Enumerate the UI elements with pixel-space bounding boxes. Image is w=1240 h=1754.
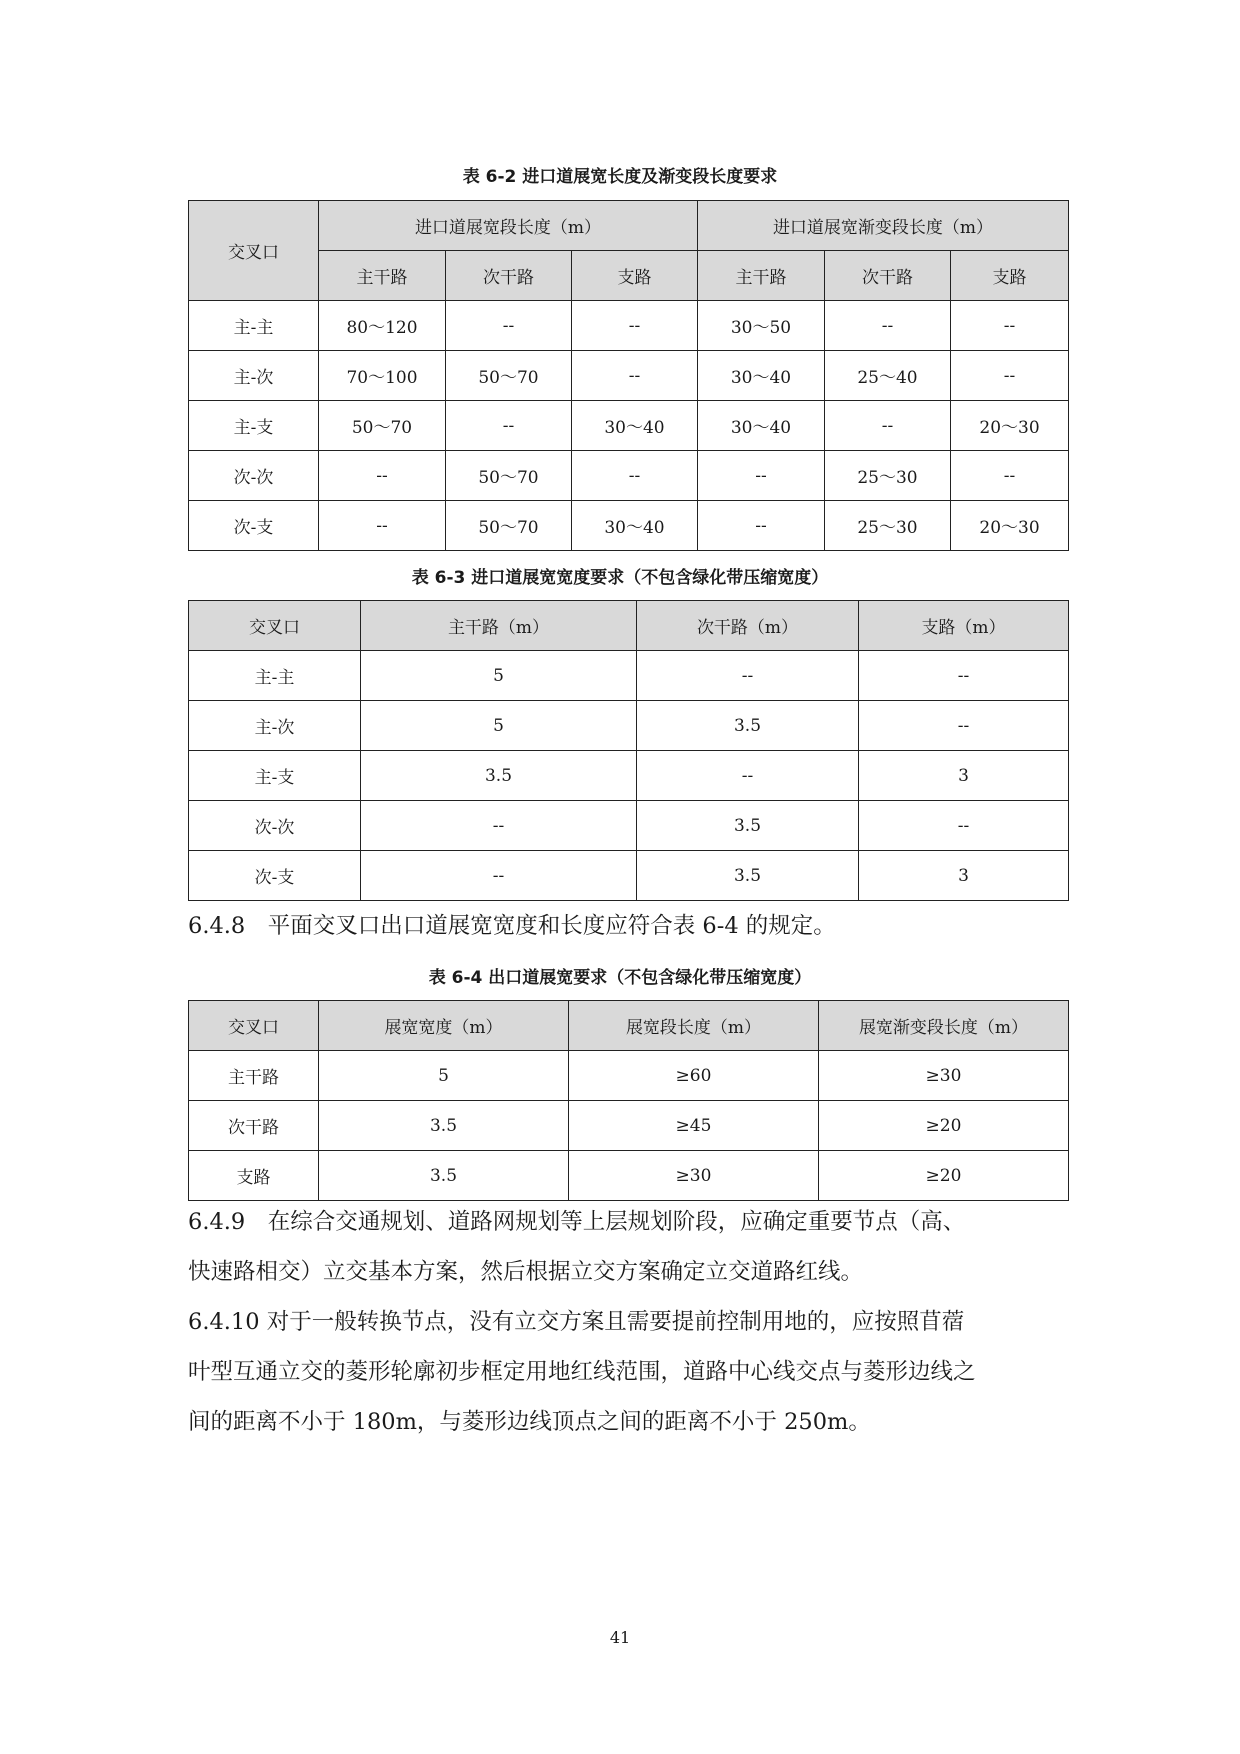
- table-cell: 25～30: [825, 451, 951, 501]
- table-row: [189, 451, 1069, 501]
- table-row: [189, 351, 1069, 401]
- row-label: 主-支: [189, 751, 361, 801]
- table-cell: ≥20: [819, 1101, 1069, 1151]
- table-row: [189, 1101, 1069, 1151]
- table-cell: --: [859, 651, 1069, 701]
- table-cell: 30～40: [572, 401, 698, 451]
- table-cell: 30～40: [698, 401, 825, 451]
- table-cell: 3.5: [319, 1151, 569, 1201]
- clause-6-4-10-line: 6.4.10 对于一般转换节点，没有立交方案且需要提前控制用地的，应按照苜蓿: [188, 1309, 965, 1335]
- table-row: [189, 751, 1069, 801]
- page-number: 41: [609, 1628, 631, 1647]
- table-row: [189, 1151, 1069, 1201]
- table-cell: --: [637, 751, 859, 801]
- table-cell: --: [572, 451, 698, 501]
- column-header: 交叉口: [189, 1001, 319, 1051]
- table-cell: 3.5: [319, 1101, 569, 1151]
- table-row: [189, 801, 1069, 851]
- table-cell: 20～30: [951, 401, 1069, 451]
- row-label: 主-主: [189, 651, 361, 701]
- table-cell: --: [572, 351, 698, 401]
- sub-header: 主干路: [319, 251, 446, 301]
- group-header-length: 进口道展宽段长度（m）: [319, 201, 698, 251]
- table-cell: ≥30: [569, 1151, 819, 1201]
- table-row: [189, 501, 1069, 551]
- column-header: 展宽段长度（m）: [569, 1001, 819, 1051]
- table-cell: --: [361, 851, 637, 901]
- table-cell: 50～70: [446, 451, 572, 501]
- column-header: 展宽渐变段长度（m）: [819, 1001, 1069, 1051]
- table-6-2: [188, 200, 1069, 551]
- table-cell: 70～100: [319, 351, 446, 401]
- table-cell: --: [698, 501, 825, 551]
- table-row: [189, 701, 1069, 751]
- table-6-2-caption: 表 6-2 进口道展宽长度及渐变段长度要求: [462, 167, 778, 187]
- clause-6-4-10-line: 间的距离不小于 180m，与菱形边线顶点之间的距离不小于 250m。: [188, 1409, 871, 1435]
- table-corner-header: 交叉口: [189, 201, 319, 301]
- row-label: 次-次: [189, 801, 361, 851]
- table-cell: 3.5: [637, 851, 859, 901]
- table-cell: --: [859, 701, 1069, 751]
- row-label: 次-次: [189, 451, 319, 501]
- table-row: [189, 401, 1069, 451]
- table-cell: 3.5: [637, 801, 859, 851]
- table-cell: --: [698, 451, 825, 501]
- table-cell: 25～40: [825, 351, 951, 401]
- group-header-taper: 进口道展宽渐变段长度（m）: [698, 201, 1069, 251]
- table-cell: 5: [361, 701, 637, 751]
- table-6-3-caption: 表 6-3 进口道展宽宽度要求（不包含绿化带压缩宽度）: [411, 568, 829, 588]
- table-cell: 30～40: [698, 351, 825, 401]
- table-row: [189, 651, 1069, 701]
- table-cell: --: [446, 301, 572, 351]
- column-header: 支路（m）: [859, 601, 1069, 651]
- sub-header: 次干路: [825, 251, 951, 301]
- table-cell: --: [951, 451, 1069, 501]
- table-cell: 50～70: [446, 501, 572, 551]
- table-cell: 30～40: [572, 501, 698, 551]
- table-cell: 3.5: [637, 701, 859, 751]
- row-label: 主-支: [189, 401, 319, 451]
- table-cell: --: [859, 801, 1069, 851]
- row-label: 支路: [189, 1151, 319, 1201]
- table-cell: 80～120: [319, 301, 446, 351]
- table-cell: --: [825, 401, 951, 451]
- table-cell: --: [951, 301, 1069, 351]
- table-row: [189, 1051, 1069, 1101]
- sub-header: 支路: [572, 251, 698, 301]
- table-6-4-caption: 表 6-4 出口道展宽要求（不包含绿化带压缩宽度）: [428, 968, 812, 988]
- table-6-3: [188, 600, 1069, 901]
- table-cell: 5: [361, 651, 637, 701]
- table-cell: --: [825, 301, 951, 351]
- table-cell: --: [572, 301, 698, 351]
- table-cell: 25～30: [825, 501, 951, 551]
- table-cell: 3: [859, 751, 1069, 801]
- table-cell: 50～70: [446, 351, 572, 401]
- table-cell: ≥45: [569, 1101, 819, 1151]
- table-cell: --: [951, 351, 1069, 401]
- table-cell: 50～70: [319, 401, 446, 451]
- table-cell: --: [637, 651, 859, 701]
- table-cell: 3.5: [361, 751, 637, 801]
- table-cell: ≥60: [569, 1051, 819, 1101]
- row-label: 主干路: [189, 1051, 319, 1101]
- table-cell: --: [319, 451, 446, 501]
- table-cell: --: [361, 801, 637, 851]
- table-cell: --: [446, 401, 572, 451]
- table-row: [189, 301, 1069, 351]
- clause-6-4-9-line: 6.4.9 在综合交通规划、道路网规划等上层规划阶段，应确定重要节点（高、: [188, 1209, 966, 1235]
- table-cell: 20～30: [951, 501, 1069, 551]
- row-label: 次干路: [189, 1101, 319, 1151]
- table-cell: ≥20: [819, 1151, 1069, 1201]
- table-cell: 5: [319, 1051, 569, 1101]
- table-6-4: [188, 1000, 1069, 1201]
- clause-6-4-9-line: 快速路相交）立交基本方案，然后根据立交方案确定立交道路红线。: [188, 1259, 864, 1285]
- column-header: 展宽宽度（m）: [319, 1001, 569, 1051]
- sub-header: 支路: [951, 251, 1069, 301]
- clause-6-4-10-line: 叶型互通立交的菱形轮廓初步框定用地红线范围，道路中心线交点与菱形边线之: [188, 1359, 976, 1385]
- column-header: 主干路（m）: [361, 601, 637, 651]
- table-row: [189, 851, 1069, 901]
- row-label: 次-支: [189, 851, 361, 901]
- row-label: 主-次: [189, 701, 361, 751]
- table-cell: --: [319, 501, 446, 551]
- sub-header: 次干路: [446, 251, 572, 301]
- clause-6-4-8: 6.4.8 平面交叉口出口道展宽宽度和长度应符合表 6-4 的规定。: [188, 913, 836, 939]
- table-cell: 3: [859, 851, 1069, 901]
- sub-header: 主干路: [698, 251, 825, 301]
- column-header: 次干路（m）: [637, 601, 859, 651]
- row-label: 次-支: [189, 501, 319, 551]
- row-label: 主-次: [189, 351, 319, 401]
- table-cell: 30～50: [698, 301, 825, 351]
- column-header: 交叉口: [189, 601, 361, 651]
- row-label: 主-主: [189, 301, 319, 351]
- table-cell: ≥30: [819, 1051, 1069, 1101]
